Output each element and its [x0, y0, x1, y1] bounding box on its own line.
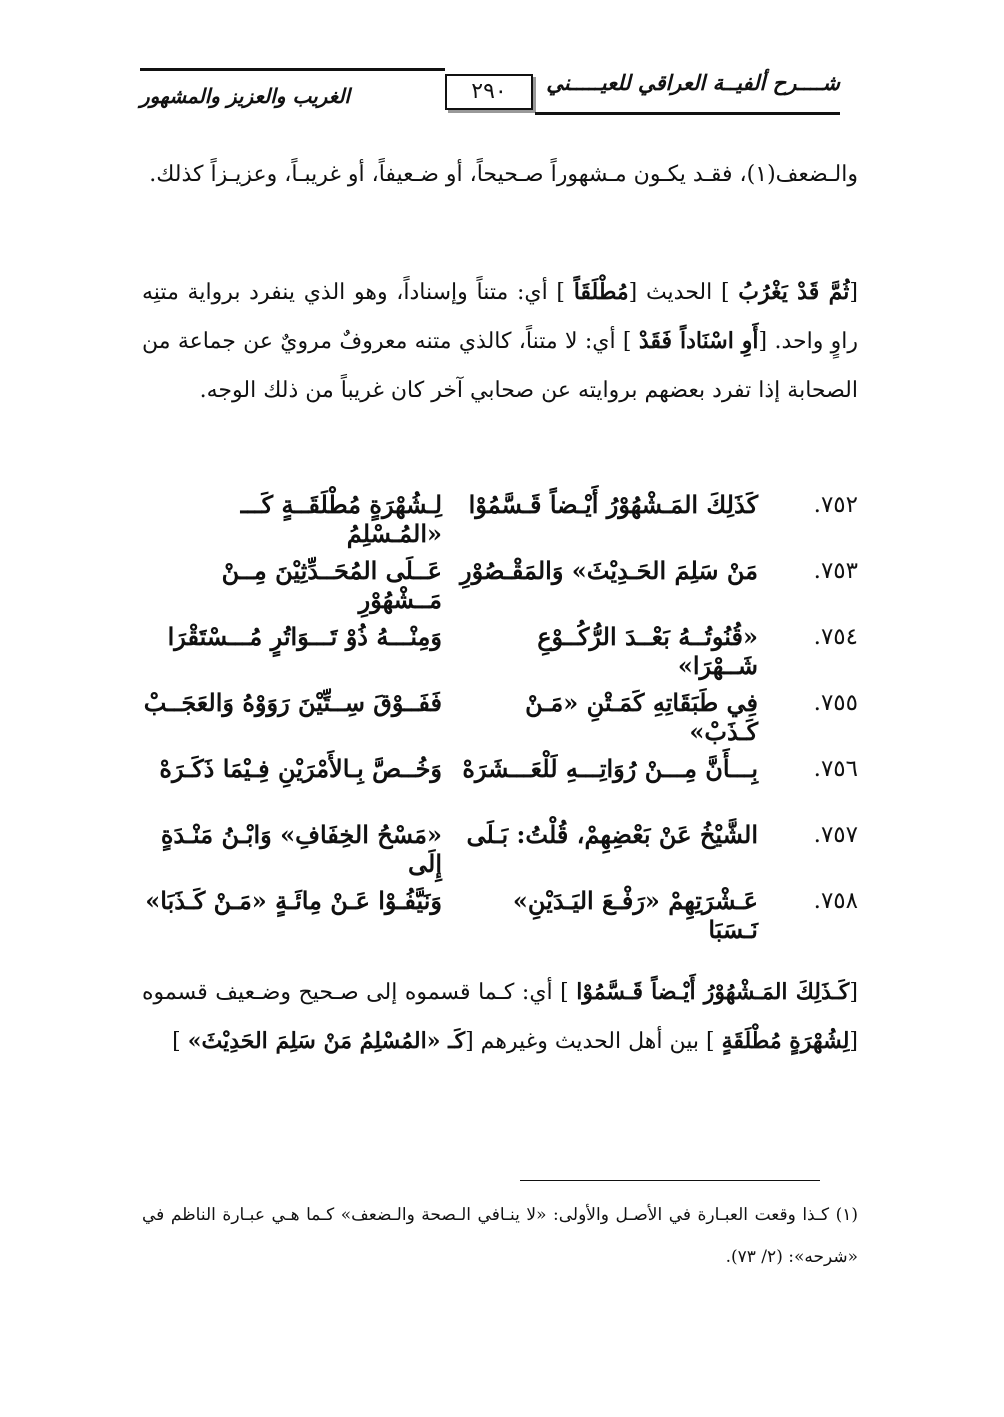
verse-number: ٧٥٦. [813, 756, 858, 782]
hemistich-first: بِـــأَنَّ مِـــنْ رُوَاتِـــهِ لَلْعَـــشَرَهْ [462, 754, 758, 783]
matn-quote: كَـذَلِكَ المَـشْهُوْرُ أَيْـضاً قَـسَّمُوْا [576, 979, 850, 1005]
hemistich-second: وَنَيَّفُـوْا عَـنْ مِائَـةٍ «مَـنْ كَـذَبَا» [145, 886, 442, 915]
verse [142, 678, 858, 744]
page-header [140, 68, 840, 118]
verse [142, 480, 858, 546]
verse [142, 612, 858, 678]
footnote-divider [520, 1180, 820, 1181]
footnote: (١) كـذا وقعت العبـارة في الأصـل والأولى: «لا ينـافي الـصحة والـضعف» كـما هـي عبـارة الناظم في «شرحه»: (٢/ ٧٣). [142, 1205, 858, 1267]
verse-number: ٧٥٥. [813, 690, 858, 716]
matn-quote: مُطْلَقَاً [573, 279, 629, 305]
verse-number: ٧٥٣. [813, 558, 858, 584]
matn-quote: ثُمَّ قَدْ يَغْرُبُ [738, 279, 850, 305]
hemistich-second: «مَسْحُ الخِفَافِ» وَابْـنُ مَنْـدَةٍ إِلَى [160, 820, 442, 878]
hemistich-first: عَـشْرَتِهِمْ «رَفْـعَ اليَـدَيْنِ» نَـسَبَا [512, 886, 758, 944]
poem [142, 480, 858, 942]
paragraph-1: والـضعف(١)، فقـد يكـون مـشهوراً صـحيحاً، أو ضـعيفاً، أو غريبـاً، وعزيـزاً كذلك. [149, 162, 858, 187]
verse [142, 744, 858, 810]
verse [142, 876, 858, 942]
verse-number: ٧٥٢. [813, 492, 858, 518]
hemistich-first: الشَّيْخُ عَنْ بَعْضِهِمْ، قُلْتُ: بَـلَى [466, 820, 758, 849]
commentary-text: ] أي: متناً وإسناداً، وهو الذي ينفرد برواية متنِه راوٍ واحد. [142, 280, 859, 354]
chapter-title: الغريب والعزيز والمشهور [140, 84, 350, 108]
hemistich-second: عَــلَى المُحَــدِّثِيْنَ مِــنْ مَــشْهُوْرِ [221, 556, 442, 614]
verse [142, 810, 858, 876]
hemistich-second: وَمِنْـــهُ ذُوْ تَـــوَاتُرٍ مُـــسْتَقْرَا [167, 622, 442, 651]
hemistich-first: «قُنُوتُــهُ بَعْــدَ الرُّكُــوْعِ شَــهْرَا» [537, 622, 758, 680]
hemistich-first: كَذَلِكَ المَـشْهُوْرُ أَيْـضاً قَـسَّمُوْا [468, 490, 758, 519]
hemistich-second: فَفَــوْقَ سِــتِّيْنَ رَوَوْهُ وَالعَجَــبْ [143, 688, 442, 717]
verse-number: ٧٥٨. [813, 888, 858, 914]
book-title: شــــرح ألفيــة العراقي للعيـــــني [546, 70, 840, 95]
matn-quote: كَـ «المُسْلِمُ مَنْ سَلِمَ الحَدِيْثَ» [187, 1028, 466, 1054]
verse [142, 546, 858, 612]
commentary-text: ] أي: كـما قسموه إلى صـحيح وضـعيف قسموه [142, 980, 569, 1005]
commentary-text: ] الحديث [645, 280, 730, 305]
verse-number: ٧٥٧. [813, 822, 858, 848]
hemistich-first: مَنْ سَلِمَ الحَـدِيْثَ» وَالمَقْـصُوْرِ [460, 556, 758, 585]
hemistich-second: وَخُــصَّ بِـالأَمْرَيْنِ فِـيْمَا ذَكَـرَهْ [159, 754, 442, 783]
paragraph-3: [كَـذَلِكَ المَـشْهُوْرُ أَيْـضاً قَـسَّمُوْا ] أي: كـما قسموه إلى صـحيح وضـعيف قسموه [لِشُهْرَةٍ مُطْلَقَةٍ ] بين أهل الحديث وغيرهم [كَـ «المُسْلِمُ مَنْ سَلِمَ الحَدِيْثَ» ] [142, 979, 858, 1054]
header-rule-top [140, 68, 445, 71]
commentary-text: ] أي: لا متناً، كالذي متنه معروفٌ مرويٌ عن جماعة من الصحابة إذا تفرد بعضهم بروايته عن صحابي آخر كان غريباً من ذلك الوجه. [142, 329, 858, 403]
verse-number: ٧٥٤. [813, 624, 858, 650]
hemistich-first: فِي طَبَقَاتِهِ كَمَـتْنِ «مَـنْ كَـذَبْ» [525, 688, 758, 746]
commentary-text: ] [172, 1029, 181, 1054]
matn-quote: لِشُهْرَةٍ مُطْلَقَةٍ [721, 1028, 850, 1054]
matn-quote: أَوِ اسْنَاداً فَقَدْ [638, 328, 759, 354]
hemistich-second: لِـشُهْرَةٍ مُطْلَقَــةٍ كَـــ «المُـسْلِمُ [240, 490, 442, 548]
commentary-text: ] بين أهل الحديث وغيرهم [480, 1029, 715, 1054]
paragraph-2: [ثُمَّ قَدْ يَغْرُبُ ] الحديث [مُطْلَقَاً ] أي: متناً وإسناداً، وهو الذي ينفرد برواية متنِه راوٍ واحد. [أَوِ اسْنَاداً فَقَدْ ] أي: لا متناً، كالذي متنه معروفٌ مرويٌ عن جماعة من الصحابة إذا تفرد بعضهم بروايته عن صحابي آخر كان غريباً من ذلك الوجه. [142, 279, 859, 403]
page-number: ٢٩٠ [445, 74, 533, 110]
header-rule-bottom [535, 112, 840, 115]
